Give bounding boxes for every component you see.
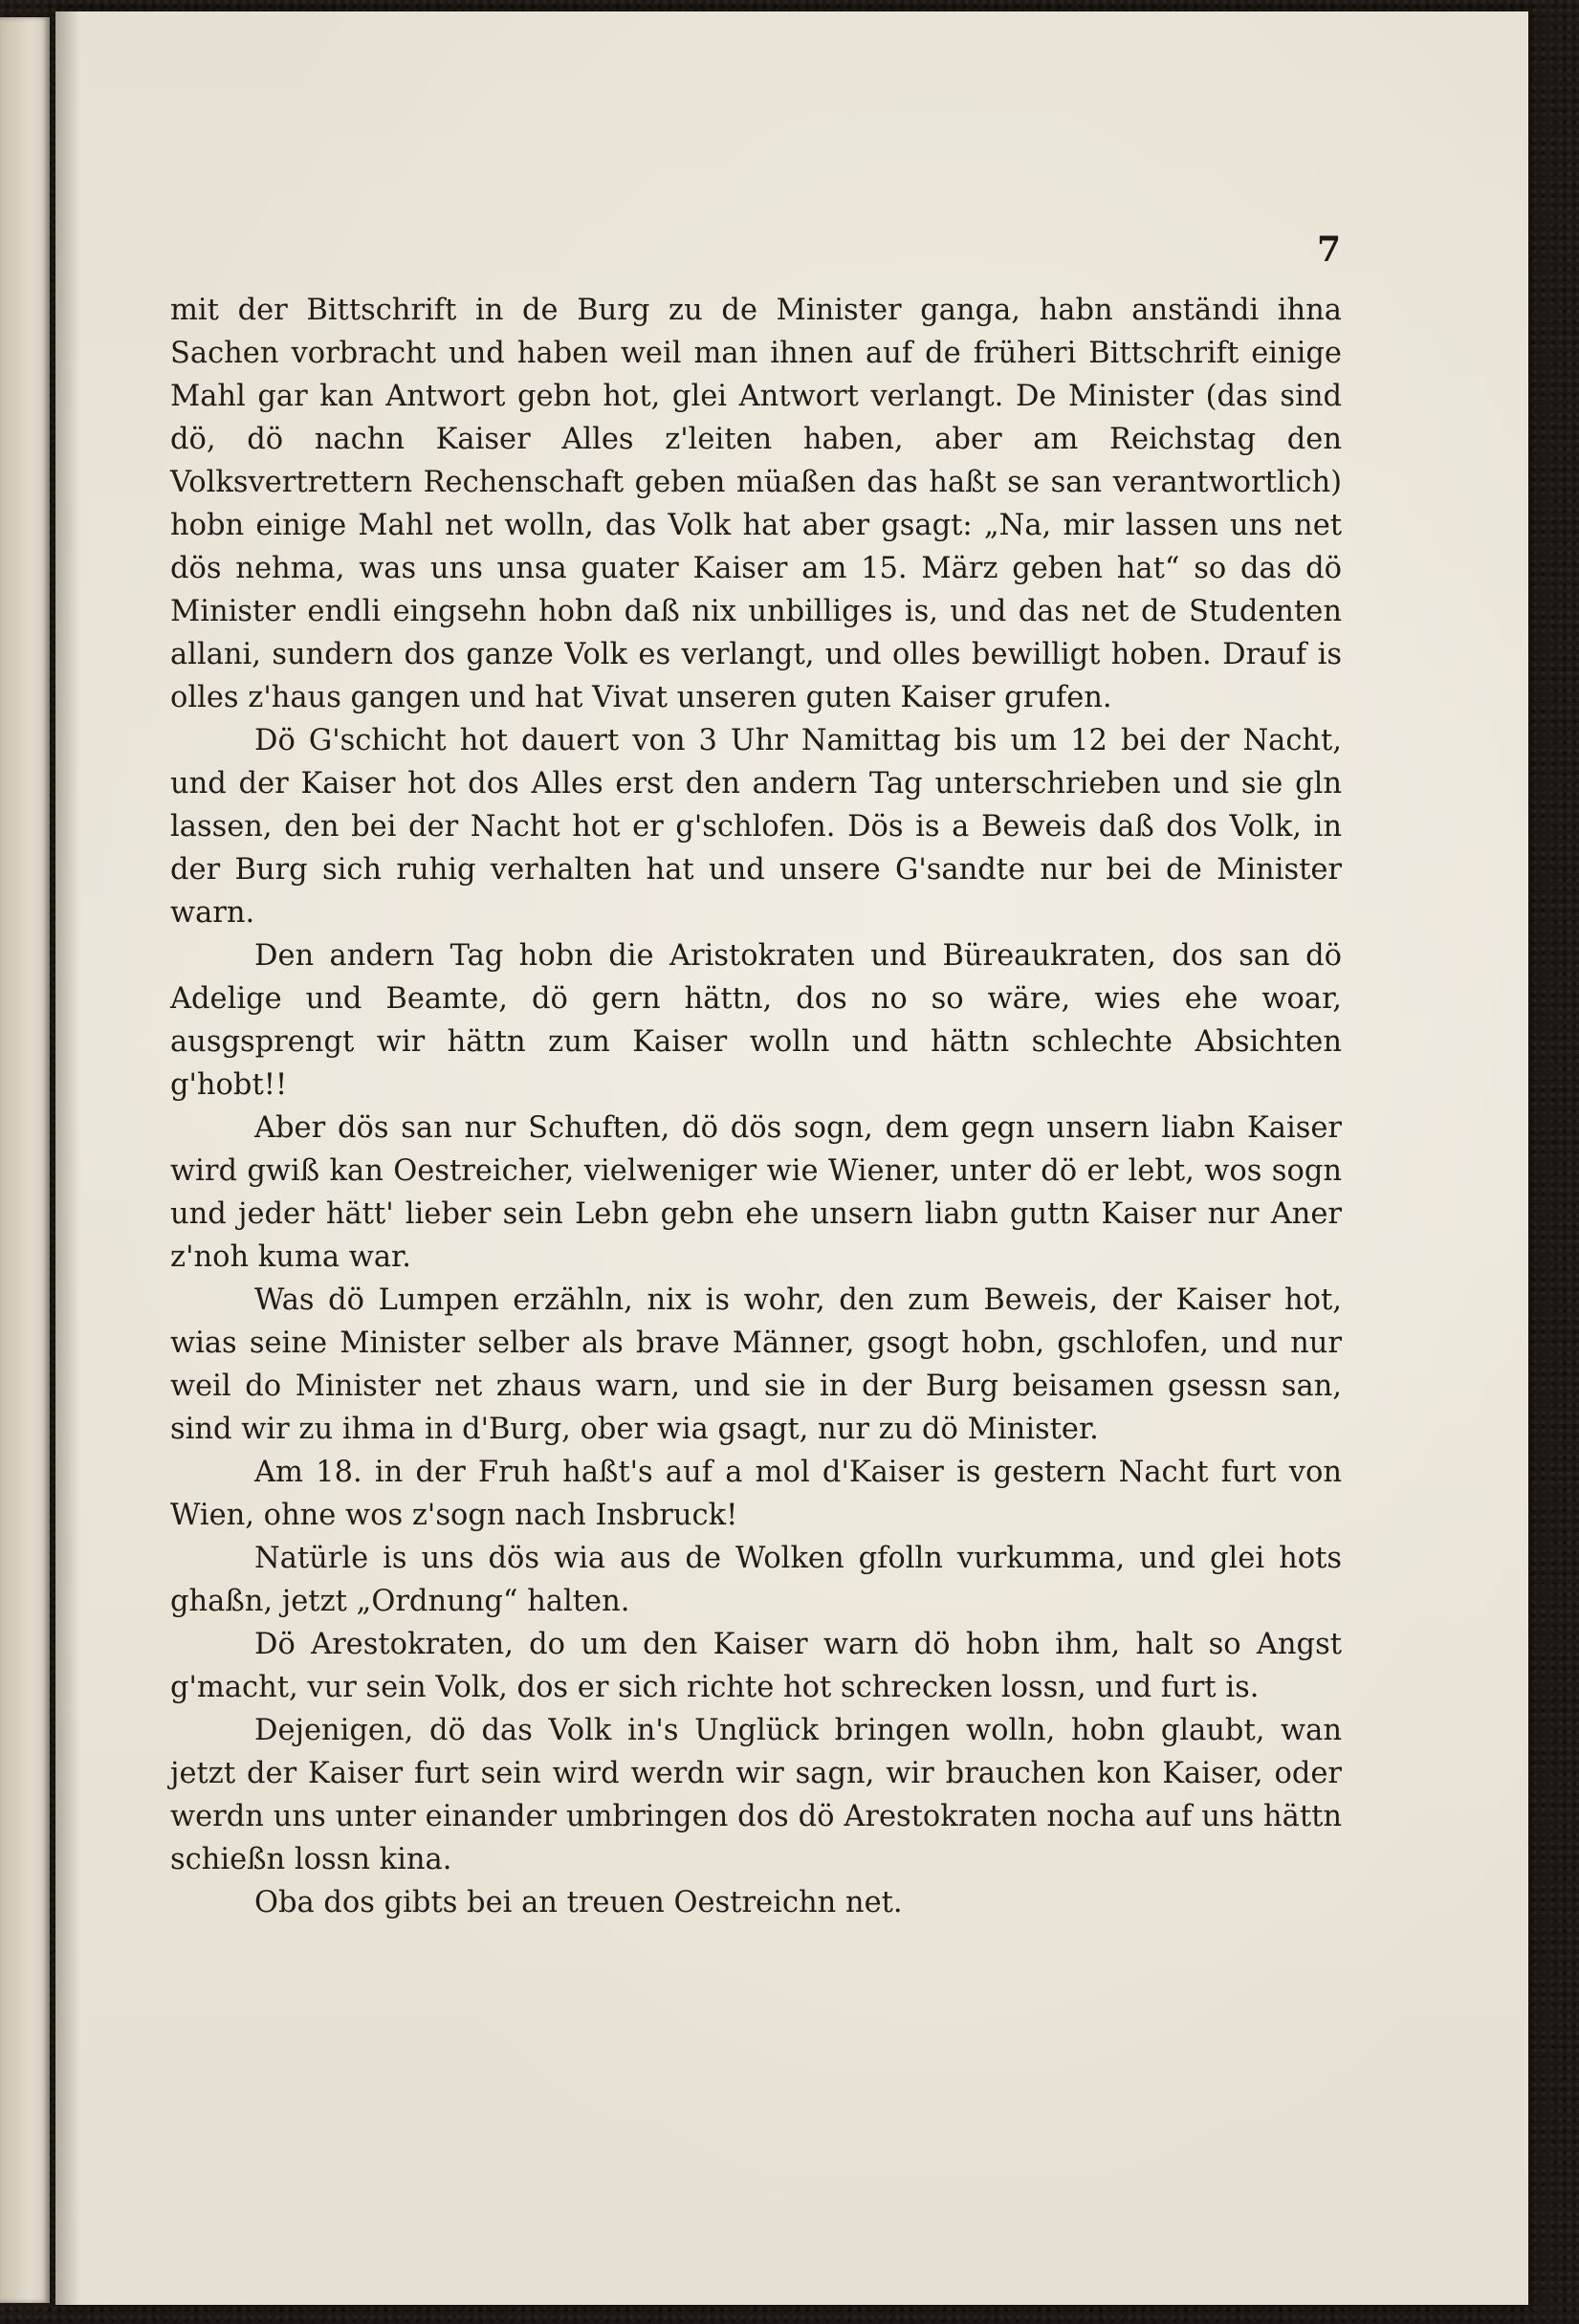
paragraph: Natürle is uns dös wia aus de Wolken gfolln vurkumma, und glei hots ghaßn, jetzt „Ordnung“ halten. (170, 1542, 1342, 1618)
previous-page-edge (0, 17, 50, 2303)
paragraph: Dejenigen, dö das Volk in's Unglück bringen wolln, hobn glaubt, wan jetzt der Kaiser furt sein wird werdn wir sagn, wir brauchen kon Kaiser, oder werdn uns unter einander umbringen dos dö Arestokraten nocha auf uns hättn schießn lossn kina. (170, 1714, 1342, 1876)
book-page (55, 11, 1528, 2305)
paragraph: Was dö Lumpen erzähln, nix is wohr, den zum Beweis, der Kaiser hot, wias seine Minister selber als brave Männer, gsogt hobn, gschlofen, und nur weil do Minister net zhaus warn, und sie in der Burg beisamen gsessn san, sind wir zu ihma in d'Burg, ober wia gsagt, nur zu dö Minister. (170, 1283, 1342, 1446)
paragraph: Aber dös san nur Schuften, dö dös sogn, dem gegn unsern liabn Kaiser wird gwiß kan Oestreicher, vielweniger wie Wiener, unter dö er lebt, wos sogn und jeder hätt' lieber sein Lebn gebn ehe unsern liabn guttn Kaiser nur Aner z'noh kuma war. (170, 1111, 1342, 1274)
paragraph: Oba dos gibts bei an treuen Oestreichn net. (254, 1886, 903, 1919)
paragraph: mit der Bittschrift in de Burg zu de Minister ganga, habn anständi ihna Sachen vorbracht und haben weil man ihnen auf de früheri Bittschrift einige Mahl gar kan Antwort gebn hot, glei Antwort verlangt. De Minister (das sind dö, dö nachn Kaiser Alles z'leiten haben, aber am Reichstag den Volksvertrettern Rechenschaft geben müaßen das haßt se san verantwortlich) hobn einige Mahl net wolln, das Volk hat aber gsagt: „Na, mir lassen uns net dös nehma, was uns unsa guater Kaiser am 15. März geben hat“ so das dö Minister endli eingsehn hobn daß nix unbilliges is, und das net de Studenten allani, sundern dos ganze Volk es verlangt, und olles bewilligt hoben. Drauf is olles z'haus gangen und hat Vivat unseren guten Kaiser grufen. (170, 294, 1342, 714)
paragraph: Am 18. in der Fruh haßt's auf a mol d'Kaiser is gestern Nacht furt von Wien, ohne wos z'sogn nach Insbruck! (170, 1456, 1342, 1532)
page-number: 7 (1316, 230, 1341, 270)
paragraph: Dö Arestokraten, do um den Kaiser warn dö hobn ihm, halt so Angst g'macht, vur sein Volk, dos er sich richte hot schrecken lossn, und furt is. (170, 1628, 1342, 1704)
paragraph: Den andern Tag hobn die Aristokraten und Büreaukraten, dos san dö Adelige und Beamte, dö gern hättn, dos no so wäre, wies ehe woar, ausgsprengt wir hättn zum Kaiser wolln und hättn schlechte Absichten g'hobt!! (170, 939, 1342, 1102)
paragraph: Dö G'schicht hot dauert von 3 Uhr Namittag bis um 12 bei der Nacht, und der Kaiser hot dos Alles erst den andern Tag unterschrieben und sie gln lassen, den bei der Nacht hot er g'schlofen. Dös is a Beweis daß dos Volk, in der Burg sich ruhig verhalten hat und unsere G'sandte nur bei de Minister warn. (170, 724, 1342, 930)
page-text (170, 289, 1342, 1924)
